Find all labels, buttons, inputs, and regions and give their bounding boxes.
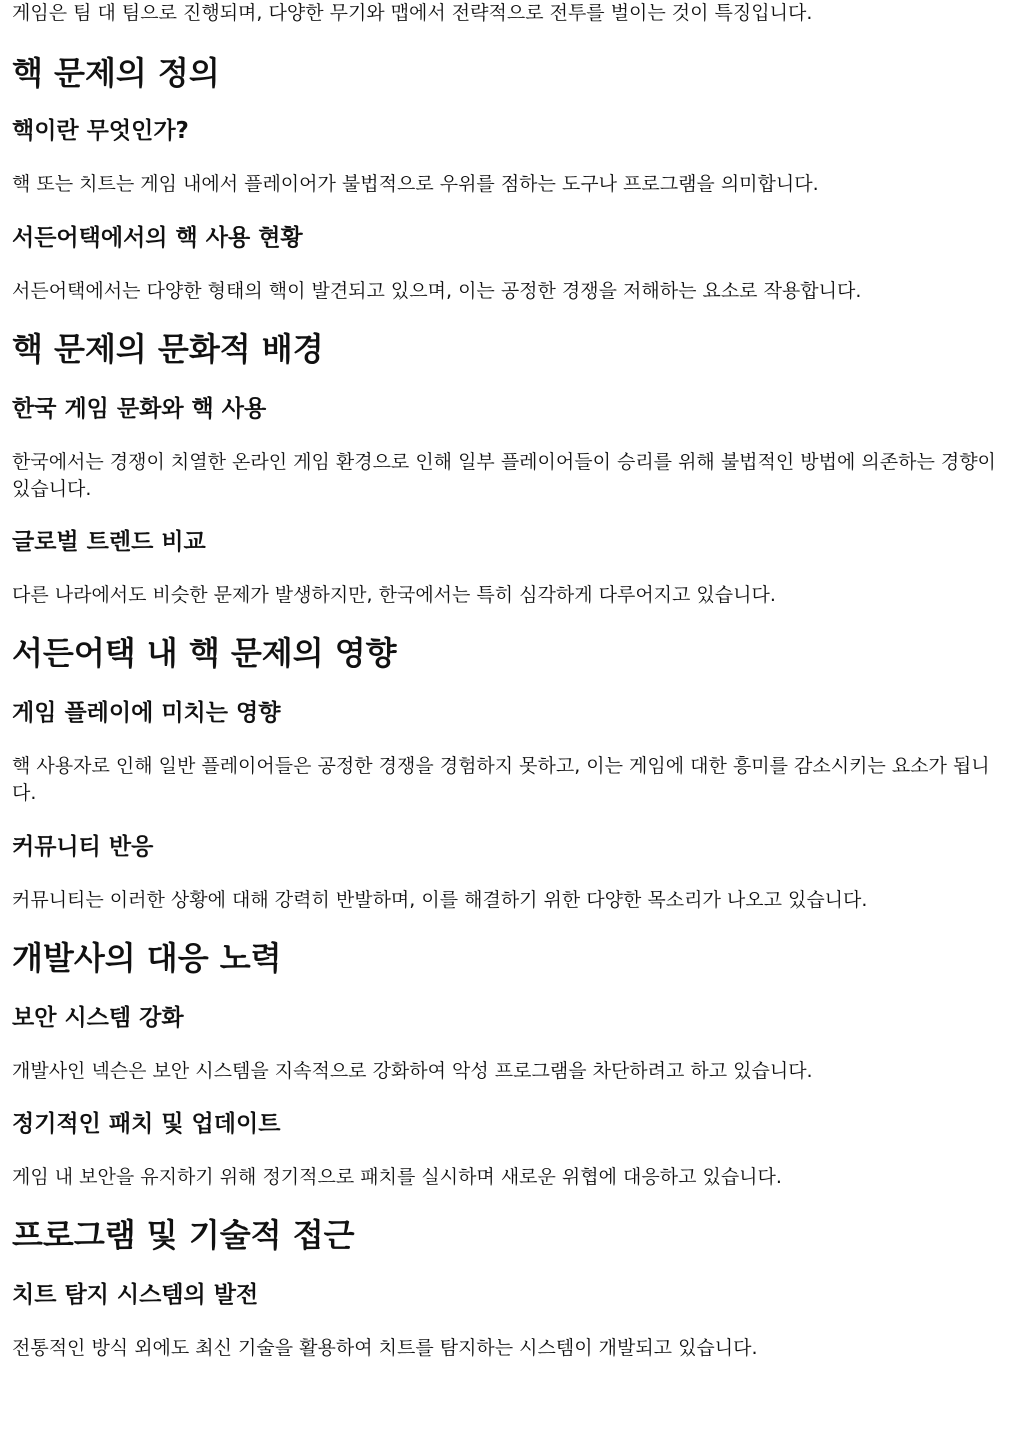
body-paragraph: 다른 나라에서도 비슷한 문제가 발생하지만, 한국에서는 특히 심각하게 다루어지고 있습니다. [12, 584, 776, 606]
subsection-heading: 한국 게임 문화와 핵 사용 [12, 396, 267, 422]
subsection-heading: 핵이란 무엇인가? [12, 118, 189, 144]
body-paragraph: 커뮤니티는 이러한 상황에 대해 강력히 반발하며, 이를 해결하기 위한 다양한 목소리가 나오고 있습니다. [12, 889, 868, 911]
body-paragraph: 핵 사용자로 인해 일반 플레이어들은 공정한 경쟁을 경험하지 못하고, 이는 게임에 대한 흥미를 감소시키는 요소가 됩니다. [12, 755, 990, 804]
body-paragraph: 게임 내 보안을 유지하기 위해 정기적으로 패치를 실시하며 새로운 위협에 대응하고 있습니다. [12, 1166, 782, 1188]
section-heading: 서든어택 내 핵 문제의 영향 [12, 634, 397, 672]
section-heading: 핵 문제의 정의 [12, 54, 220, 92]
subsection-heading: 정기적인 패치 및 업데이트 [12, 1111, 281, 1137]
section-heading: 개발사의 대응 노력 [12, 939, 282, 977]
subsection-heading: 서든어택에서의 핵 사용 현황 [12, 225, 303, 251]
subsection-heading: 치트 탐지 시스템의 발전 [12, 1282, 259, 1308]
section-heading: 핵 문제의 문화적 배경 [12, 330, 324, 368]
subsection-heading: 커뮤니티 반응 [12, 834, 154, 860]
body-paragraph: 개발사인 넥슨은 보안 시스템을 지속적으로 강화하여 악성 프로그램을 차단하려고 하고 있습니다. [12, 1060, 813, 1082]
subsection-heading: 게임 플레이에 미치는 영향 [12, 700, 281, 726]
body-paragraph: 핵 또는 치트는 게임 내에서 플레이어가 불법적으로 우위를 점하는 도구나 프로그램을 의미합니다. [12, 173, 819, 195]
subsection-heading: 글로벌 트렌드 비교 [12, 529, 206, 555]
body-paragraph: 전통적인 방식 외에도 최신 기술을 활용하여 치트를 탐지하는 시스템이 개발되고 있습니다. [12, 1337, 758, 1359]
section-heading: 프로그램 및 기술적 접근 [12, 1216, 355, 1254]
intro-paragraph: 게임은 팀 대 팀으로 진행되며, 다양한 무기와 맵에서 전략적으로 전투를 벌이는 것이 특징입니다. [12, 2, 813, 24]
body-paragraph: 서든어택에서는 다양한 형태의 핵이 발견되고 있으며, 이는 공정한 경쟁을 저해하는 요소로 작용합니다. [12, 280, 862, 302]
body-paragraph: 한국에서는 경쟁이 치열한 온라인 게임 환경으로 인해 일부 플레이어들이 승리를 위해 불법적인 방법에 의존하는 경향이 있습니다. [12, 451, 996, 500]
subsection-heading: 보안 시스템 강화 [12, 1005, 184, 1031]
